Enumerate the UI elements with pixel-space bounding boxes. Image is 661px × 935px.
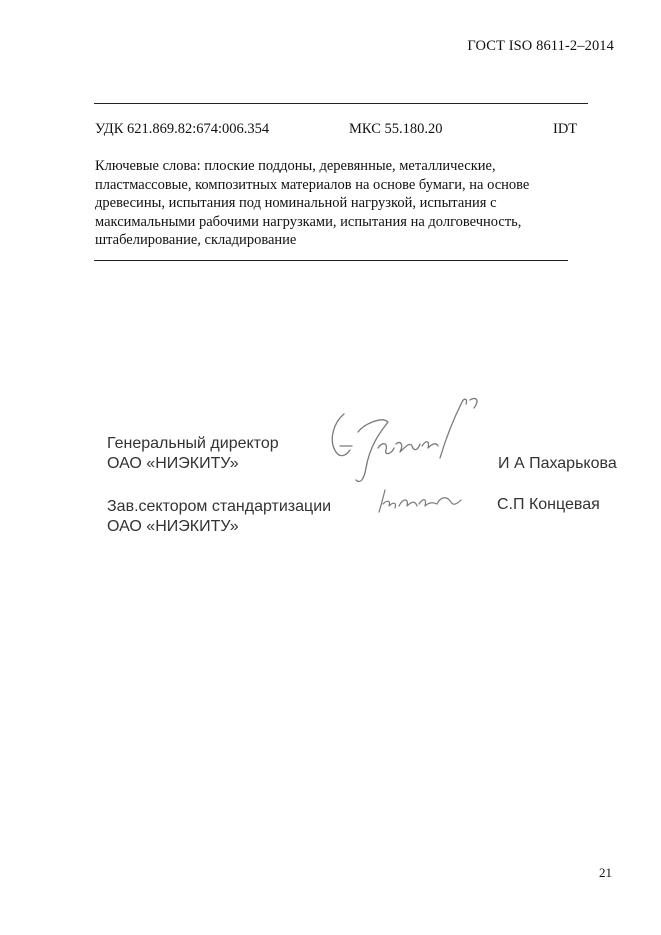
signatory-1-role — [107, 434, 279, 474]
mks-code: МКС 55.180.20 — [349, 121, 443, 137]
signatory-1-name: И А Пахарькова — [498, 455, 617, 472]
top-rule — [94, 103, 588, 104]
page-number: 21 — [599, 865, 612, 880]
standard-code: ГОСТ ISO 8611-2–2014 — [467, 38, 614, 54]
signatory-2-organization: ОАО «НИЭКИТУ» — [107, 518, 239, 535]
keywords-line: штабелирование, складирование — [95, 232, 297, 248]
keywords-line: пластмассовые, композитных материалов на основе бумаги, на основе — [95, 176, 530, 193]
signatory-1-organization: ОАО «НИЭКИТУ» — [107, 455, 239, 472]
udk-code: УДК 621.869.82:674:006.354 — [95, 121, 270, 137]
keywords-paragraph — [95, 157, 575, 250]
signature-1-handwriting — [322, 388, 492, 488]
keywords-line: максимальными рабочими нагрузками, испытания на долговечность, — [95, 213, 522, 230]
signatory-1-position: Генеральный директор — [107, 435, 279, 452]
keywords-line: Ключевые слова: плоские поддоны, деревянные, металлические, — [95, 158, 496, 174]
signature-2-handwriting — [375, 482, 465, 520]
equivalence-code: IDT — [553, 121, 578, 137]
signatory-2-name: С.П Концевая — [497, 496, 600, 513]
keywords-line: древесины, испытания под номинальной нагрузкой, испытания с — [95, 195, 497, 211]
signatory-2-position: Зав.сектором стандартизации — [107, 498, 332, 515]
signatory-2-role — [107, 497, 331, 537]
bottom-rule — [94, 260, 568, 261]
